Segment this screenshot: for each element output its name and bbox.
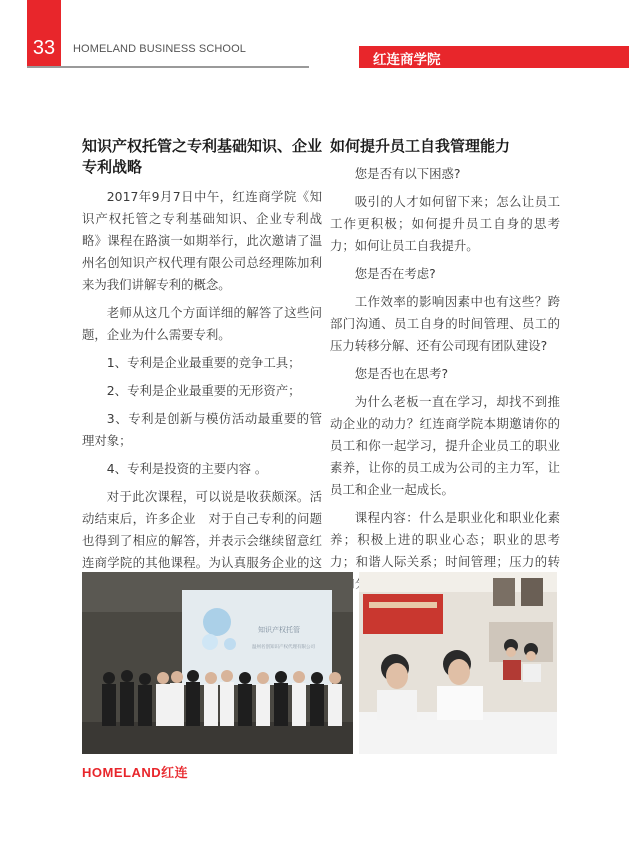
group-photo <box>82 572 353 754</box>
slide-title: 知识产权托管 <box>258 626 300 634</box>
right-paragraph: 吸引的人才如何留下来；怎么让员工工作更积极；如何提升员工自身的思考力；如何让员工自我提升。 <box>330 194 560 253</box>
right-paragraph: 您是否也在思考? <box>354 366 449 381</box>
left-article <box>82 136 322 602</box>
slide-subtitle: 温州名创知识产权代理有限公司 <box>252 645 315 650</box>
page-number: 33 <box>27 0 61 66</box>
left-paragraph: 对于此次课程，可以说是收获颇深。活动结束后，许多企业 对于自己专利的问题也得到了相应的解答，并表示会继续留意红连商学院的其他课程。为认真服务企业的这 <box>82 489 322 570</box>
right-paragraph: 课程内容：什么是职业化和职业化素养；积极上进的职业心态；职业的思考力；和谐人际关系；时间管理；压力的转 <box>330 510 560 569</box>
left-article-title: 知识产权托管之专利基础知识、企业专利战略 <box>82 137 323 176</box>
brand-label: 红连商学院 <box>373 52 441 68</box>
classroom-photo-illustration <box>359 572 557 754</box>
left-list-item: 1、专利是企业最重要的竞争工具； <box>106 355 301 370</box>
school-name: HOMELAND BUSINESS SCHOOL <box>73 43 246 55</box>
portrait-frame <box>493 578 515 606</box>
group-photo-illustration <box>82 572 353 754</box>
footer-brand <box>82 762 188 781</box>
left-list-item: 2、专利是企业最重要的无形资产； <box>106 383 301 398</box>
right-paragraph: 为什么老板一直在学习，却找不到推动企业的动力？红连商学院本期邀请你的员工和你一起学习，提升企业员工的职业素养，让你的员工成为公司的主力军，让员工和企业一起成长。 <box>330 394 560 497</box>
left-paragraph: 2017年9月7日中午，红连商学院《知识产权托管之专利基础知识、企业专利战略》课程在路演一如期举行，此次邀请了温州名创知识产权代理有限公司总经理陈加利来为我们讲解专利的概念。 <box>82 189 322 292</box>
header-rule <box>27 66 309 68</box>
footer-brand-cn: 红连 <box>161 765 189 780</box>
red-banner <box>363 594 443 634</box>
brand-bar <box>359 46 629 68</box>
classroom-photo <box>359 572 557 754</box>
right-paragraph: 工作效率的影响因素中也有这些？跨部门沟通、员工自身的时间管理、员工的压力转移分解、还有公司现有团队建设? <box>330 294 560 353</box>
right-paragraph: 您是否在考虑? <box>354 266 436 281</box>
right-article-title: 如何提升员工自我管理能力 <box>330 137 511 155</box>
footer-brand-en: HOMELAND <box>82 765 162 780</box>
left-list-item: 3、专利是创新与模仿活动最重要的管理对象； <box>82 411 322 448</box>
right-paragraph: 您是否有以下困惑? <box>354 166 461 181</box>
left-list-item: 4、专利是投资的主要内容 。 <box>106 461 268 476</box>
left-paragraph: 老师从这几个方面详细的解答了这些问题，企业为什么需要专利。 <box>82 305 322 342</box>
right-article <box>330 136 560 601</box>
